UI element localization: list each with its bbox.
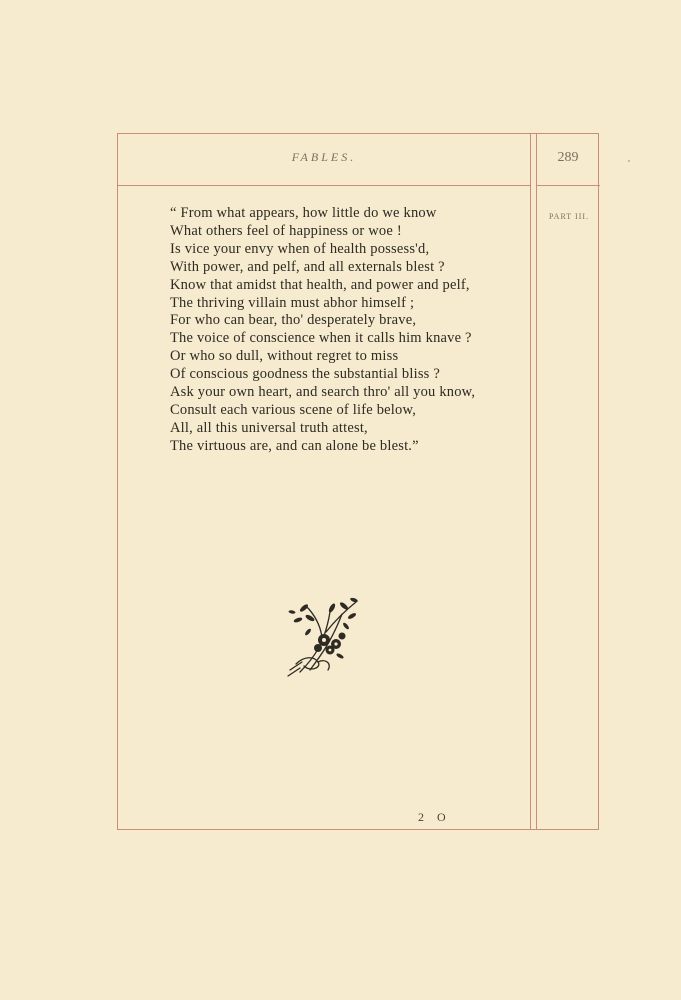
poem-line: Ask your own heart, and search thro' all you know, [170, 384, 476, 401]
poem-line: Or who so dull, without regret to miss [170, 348, 399, 365]
margin-rule [530, 134, 531, 829]
margin-rule-inner [536, 134, 537, 829]
poem-line: For who can bear, tho' desperately brave, [170, 312, 417, 329]
page-number: 289 [557, 150, 579, 165]
poem-line: The voice of conscience when it calls him knave ? [170, 330, 472, 347]
signature-mark: 2 O [418, 810, 451, 824]
poem-line: Consult each various scene of life below, [170, 401, 417, 418]
poem-line: With power, and pelf, and all externals blest ? [170, 258, 445, 275]
page-frame [117, 133, 599, 830]
side-note: PART III. [548, 212, 590, 221]
header-rule-margin [536, 185, 600, 186]
poem-line: Know that amidst that health, and power and pelf, [170, 276, 470, 293]
header-rule [118, 185, 530, 186]
poem-line: Is vice your envy when of health possess'd, [170, 240, 430, 257]
running-head: FABLES. [291, 150, 357, 164]
poem-line: “ From what appears, how little do we know [170, 205, 437, 221]
floral-spray-icon [280, 592, 366, 678]
poem-line: The virtuous are, and can alone be blest.” [170, 437, 419, 454]
poem-line: The thriving villain must abhor himself ; [170, 294, 415, 311]
paper-speck [628, 160, 630, 162]
poem-stanza [170, 205, 526, 456]
poem-line: All, all this universal truth attest, [170, 419, 368, 436]
poem-line: What others feel of happiness or woe ! [170, 222, 402, 239]
poem-line: Of conscious goodness the substantial bliss ? [170, 366, 440, 383]
